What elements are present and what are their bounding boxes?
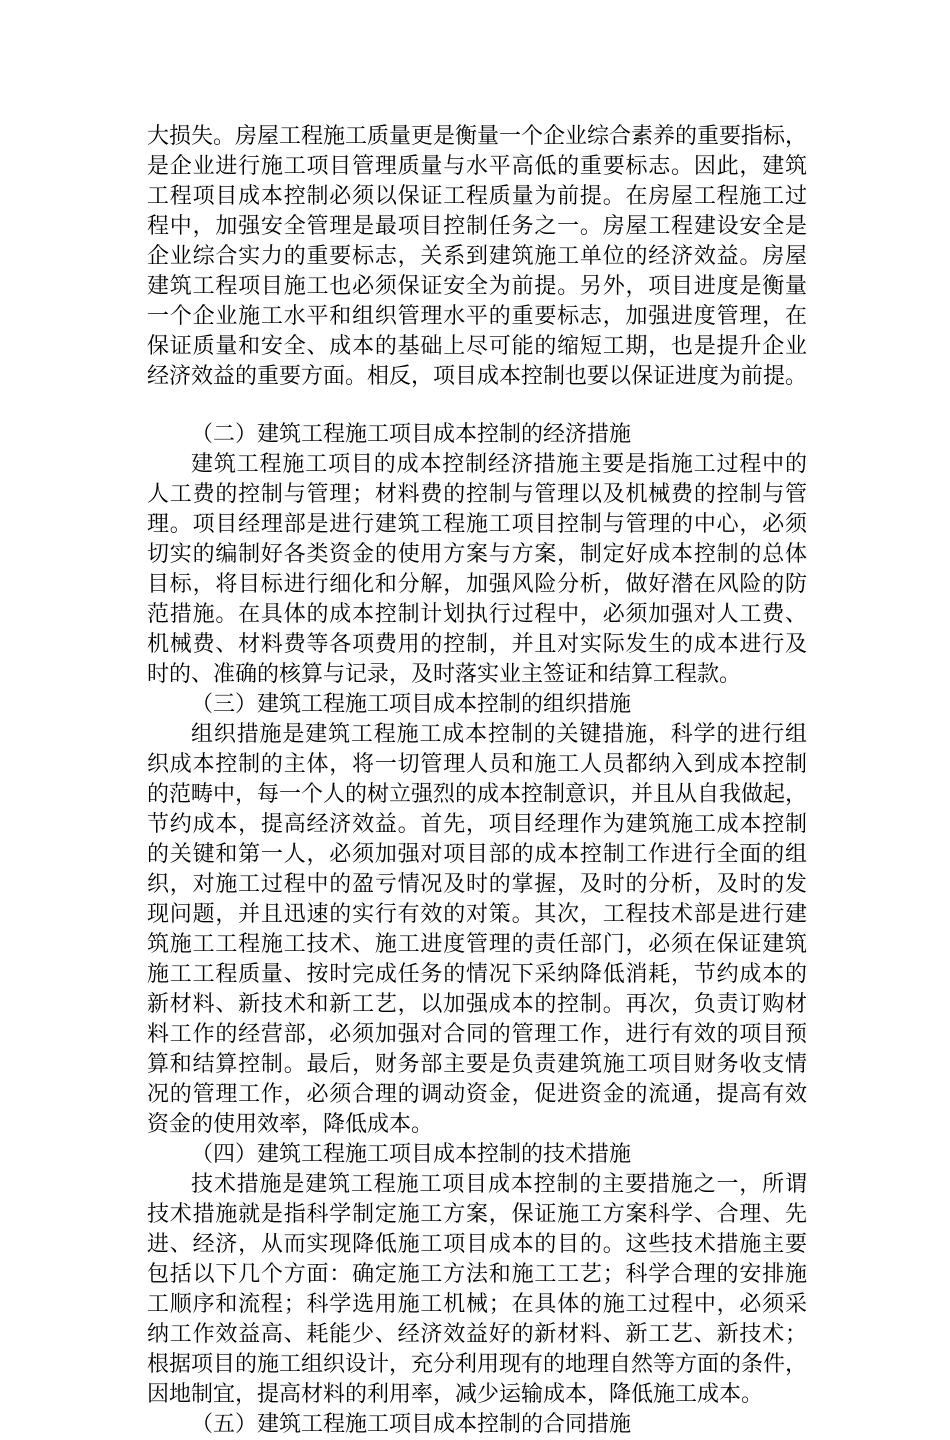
text-line: 因地制宜，提高材料的利用率，减少运输成本，降低施工成本。 — [147, 1382, 764, 1407]
text-line: 程中，加强安全管理是最项目控制任务之一。房屋工程建设安全是 — [147, 214, 807, 239]
text-line: 组织措施是建筑工程施工成本控制的关键措施，科学的进行组 — [191, 722, 807, 747]
text-line: 一个企业施工水平和组织管理水平的重要标志，加强进度管理，在 — [147, 304, 807, 329]
paragraph-economic-measures — [147, 450, 807, 690]
text-line: 经济效益的重要方面。相反，项目成本控制也要以保证进度为前提。 — [147, 364, 808, 389]
heading-text: （三）建筑工程施工项目成本控制的组织措施 — [191, 692, 632, 717]
text-line: 时的、准确的核算与记录，及时落实业主签证和结算工程款。 — [147, 662, 742, 687]
text-line: 是企业进行施工项目管理质量与水平高低的重要标志。因此，建筑 — [147, 154, 807, 179]
text-line: 筑施工工程施工技术、施工进度管理的责任部门，必须在保证建筑 — [147, 932, 807, 957]
text-line: 范措施。在具体的成本控制计划执行过程中，必须加强对人工费、 — [147, 602, 807, 627]
text-line: 工程项目成本控制必须以保证工程质量为前提。在房屋工程施工过 — [147, 184, 807, 209]
heading-text: （五）建筑工程施工项目成本控制的合同措施 — [191, 1412, 632, 1437]
text-line: 织，对施工过程中的盈亏情况及时的掌握，及时的分析，及时的发 — [147, 872, 807, 897]
text-line: 机械费、材料费等各项费用的控制，并且对实际发生的成本进行及 — [147, 632, 807, 657]
text-line: 技术措施就是指科学制定施工方案，保证施工方案科学、合理、先 — [147, 1202, 807, 1227]
text-line: 施工工程质量、按时完成任务的情况下采纳降低消耗，节约成本的 — [147, 962, 807, 987]
text-line: 况的管理工作，必须合理的调动资金，促进资金的流通，提高有效 — [147, 1082, 807, 1107]
text-line: 技术措施是建筑工程施工项目成本控制的主要措施之一，所谓 — [191, 1172, 807, 1197]
text-line: 大损失。房屋工程施工质量更是衡量一个企业综合素养的重要指标， — [147, 124, 808, 149]
text-line: 企业综合实力的重要标志，关系到建筑施工单位的经济效益。房屋 — [147, 244, 807, 269]
text-line: 节约成本，提高经济效益。首先，项目经理作为建筑施工成本控制 — [147, 812, 807, 837]
text-line: 现问题，并且迅速的实行有效的对策。其次，工程技术部是进行建 — [147, 902, 807, 927]
text-line: 根据项目的施工组织设计，充分利用现有的地理自然等方面的条件， — [147, 1352, 808, 1377]
paragraph-technical-measures — [147, 1170, 807, 1410]
section-heading-technical — [147, 1140, 807, 1170]
heading-text: （二）建筑工程施工项目成本控制的经济措施 — [191, 422, 632, 447]
text-line: 理。项目经理部是进行建筑工程施工项目控制与管理的中心，必须 — [147, 512, 807, 537]
text-line: 建筑工程项目施工也必须保证安全为前提。另外，项目进度是衡量 — [147, 274, 807, 299]
document-page — [147, 122, 807, 1440]
text-line: 纳工作效益高、耗能少、经济效益好的新材料、新工艺、新技术； — [147, 1322, 807, 1347]
text-line: 进、经济，从而实现降低施工项目成本的目的。这些技术措施主要 — [147, 1232, 807, 1257]
text-line: 的范畴中，每一个人的树立强烈的成本控制意识，并且从自我做起， — [147, 782, 808, 807]
text-line: 切实的编制好各类资金的使用方案与方案，制定好成本控制的总体 — [147, 542, 807, 567]
text-line: 工顺序和流程；科学选用施工机械；在具体的施工过程中，必须采 — [147, 1292, 807, 1317]
text-line: 新材料、新技术和新工艺，以加强成本的控制。再次，负责订购材 — [147, 992, 807, 1017]
section-heading-organizational — [147, 690, 807, 720]
text-line: 料工作的经营部，必须加强对合同的管理工作，进行有效的项目预 — [147, 1022, 807, 1047]
text-line: 包括以下几个方面：确定施工方法和施工工艺；科学合理的安排施 — [147, 1262, 807, 1287]
paragraph-gap — [147, 392, 807, 420]
text-line: 目标，将目标进行细化和分解，加强风险分析，做好潜在风险的防 — [147, 572, 807, 597]
text-line: 织成本控制的主体，将一切管理人员和施工人员都纳入到成本控制 — [147, 752, 807, 777]
paragraph-organizational-measures — [147, 720, 807, 1140]
section-heading-economic — [147, 420, 807, 450]
text-line: 建筑工程施工项目的成本控制经济措施主要是指施工过程中的 — [191, 452, 807, 477]
text-line: 算和结算控制。最后，财务部主要是负责建筑施工项目财务收支情 — [147, 1052, 807, 1077]
section-heading-contract — [147, 1410, 807, 1440]
paragraph-quality-safety — [147, 122, 807, 392]
text-line: 人工费的控制与管理；材料费的控制与管理以及机械费的控制与管 — [147, 482, 807, 507]
text-line: 资金的使用效率，降低成本。 — [147, 1112, 434, 1137]
text-line: 保证质量和安全、成本的基础上尽可能的缩短工期，也是提升企业 — [147, 334, 807, 359]
text-line: 的关键和第一人，必须加强对项目部的成本控制工作进行全面的组 — [147, 842, 807, 867]
heading-text: （四）建筑工程施工项目成本控制的技术措施 — [191, 1142, 632, 1167]
